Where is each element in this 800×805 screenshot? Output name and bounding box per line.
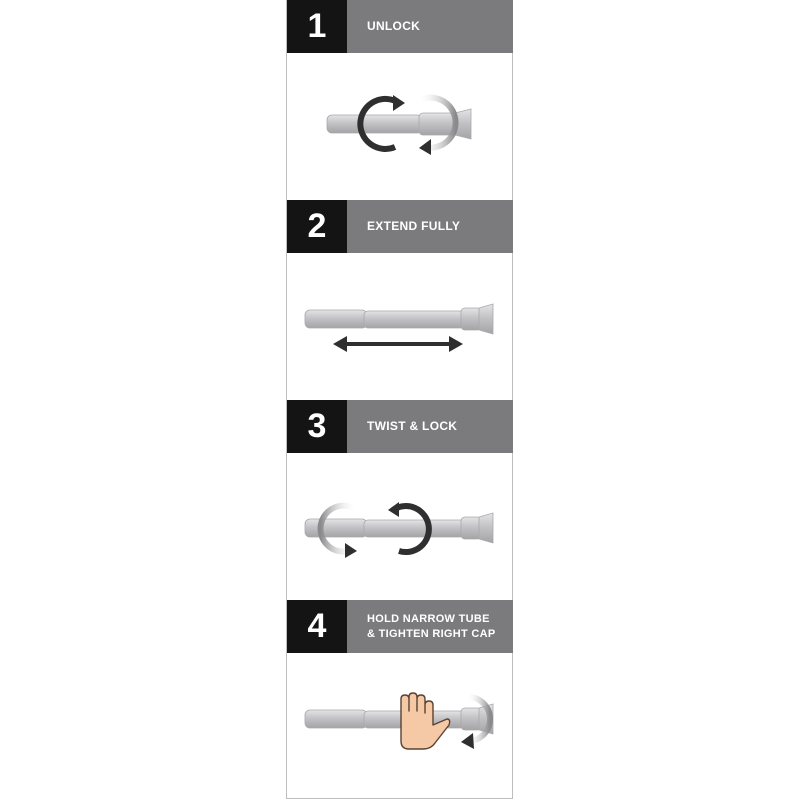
step-2-number: 2: [287, 200, 347, 253]
step-2: [287, 200, 513, 400]
step-4-illustration: [287, 653, 513, 800]
instructions-panel: [286, 0, 513, 799]
step-4-number: 4: [287, 600, 347, 653]
step-2-illustration: [287, 253, 513, 400]
step-3-header: [287, 400, 513, 453]
curtain-rod-locked: [305, 513, 493, 543]
hand-icon: [401, 693, 450, 749]
step-1-title: UNLOCK: [367, 19, 421, 33]
step-4-title-line1: HOLD NARROW TUBE: [367, 612, 490, 625]
curtain-rod-extended: [305, 304, 493, 334]
step-4-header: [287, 600, 513, 653]
step-4: [287, 600, 513, 800]
step-4-title: [367, 600, 507, 653]
curtain-rod-final: [305, 704, 493, 734]
step-3: [287, 400, 513, 600]
step-1-number: 1: [287, 0, 347, 53]
double-arrow-icon: [333, 336, 463, 352]
step-1-illustration: [287, 53, 513, 200]
step-4-title-line2: & TIGHTEN RIGHT CAP: [367, 627, 496, 640]
step-2-header: [287, 200, 513, 253]
step-1-header: [287, 0, 513, 53]
step-3-illustration: [287, 453, 513, 600]
step-3-number: 3: [287, 400, 347, 453]
step-3-title: TWIST & LOCK: [367, 419, 458, 433]
step-2-title: EXTEND FULLY: [367, 219, 461, 233]
step-1: [287, 0, 513, 200]
